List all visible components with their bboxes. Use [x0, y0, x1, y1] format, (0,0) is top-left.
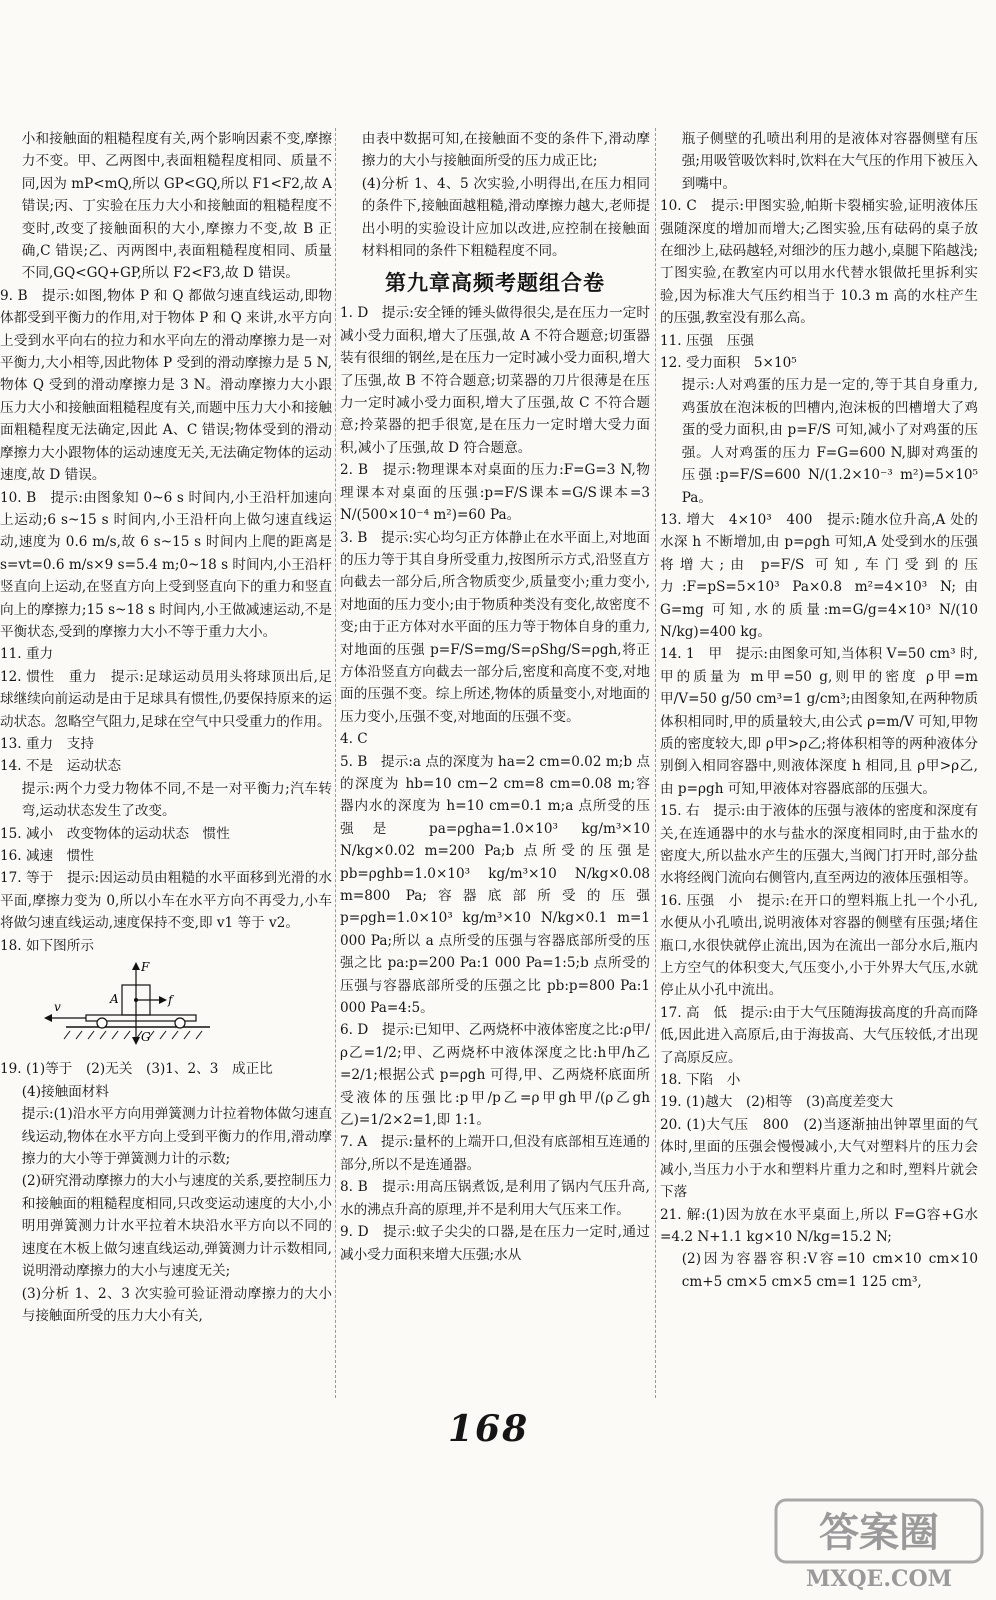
answer-paragraph: 11. 压强 压强 [660, 332, 754, 349]
answer-paragraph: 6. D 提示:已知甲、乙两烧杯中液体密度之比:ρ甲/ρ乙=1/2;甲、乙两烧杯中液体深度之比:h甲/h乙=2/1;根据公式 p=ρgh 可得,甲、乙两烧杯底面所受液体的压强比:p甲/p乙=ρ甲gh甲/(ρ乙gh乙)=1/2×2=1,即 1:1。 [340, 1022, 650, 1129]
label-A: A [110, 992, 119, 1007]
right-column [660, 128, 978, 1293]
answer-paragraph: 4. C [340, 731, 368, 748]
answer-paragraph: 提示:(1)沿水平方向用弹簧测力计拉着物体做匀速直线运动,物体在水平方向上受到平衡力的作用,滑动摩擦力的大小等于弹簧测力计的示数; [21, 1106, 332, 1168]
left-column [0, 128, 332, 1327]
answer-paragraph: 1. D 提示:安全锤的锤头做得很尖,是在压力一定时减小受力面积,增大了压强,故 A 不符合题意;切蛋器装有很细的钢丝,是在压力一定时减小受力面积,增大了压强,故 B 不符合题意;切菜器的刀片很薄是在压力一定时减小受力面积,增大了压强,故 C 不符合题意;拎菜器的把手很宽,是在压力一定时增大受力面积,减小了压强,故 D 符合题意。 [340, 305, 650, 456]
answer-paragraph: 14. 1 甲 提示:由图象可知,当体积 V=50 cm³ 时,甲的质量为 m甲=50 g,则甲的密度 ρ甲=m甲/V=50 g/50 cm³=1 g/cm³;由图象知,在两种物质体积相同时,甲的质量较大,由公式 ρ=m/V 可知,甲物质的密度较大,即 ρ甲>ρ乙;将体积相等的两种液体分别倒入相同容器中,则液体深度 h 相同,且 ρ甲>ρ乙,由 p=ρgh 可知,甲液体对容器底部的压强大。 [660, 646, 978, 797]
answer-paragraph: 7. A 提示:量杯的上端开口,但没有底部相互连通的部分,所以不是连通器。 [340, 1134, 650, 1173]
answer-paragraph: 19. (1)越大 (2)相等 (3)高度差变大 [660, 1094, 894, 1111]
answer-paragraph: 19. (1)等于 (2)无关 (3)1、2、3 成正比 [0, 1061, 273, 1078]
label-F: F [141, 960, 150, 975]
answer-paragraph: 3. B 提示:实心均匀正方体静止在水平面上,对地面的压力等于其自身所受重力,按图所示方式,沿竖直方向截去一部分后,所含物质变少,质量变小;重力变小,对地面的压力变小;由于物质种类没有变化,故密度不变;由于正方体对水平面的压力等于物体自身的重力,对地面的压强 p=F/S=mg/S=ρShg/S=ρgh,将正方体沿竖直方向截去一部分后,密度和高度不变,对地面的压强不变。综上所述,物体的质量变小,对地面的压力变小,压强不变,对地面的压强不变。 [340, 529, 650, 725]
answer-paragraph: 16. 压强 小 提示:在开口的塑料瓶上扎一个小孔,水便从小孔喷出,说明液体对容器的侧壁有压强;堵住瓶口,水很快就停止流出,因为在流出一部分水后,瓶内上方空气的体积变大,气压变小,小于外界大气压,水就停止从小孔中流出。 [660, 892, 978, 999]
answer-paragraph: 13. 重力 支持 [0, 735, 94, 752]
answer-paragraph: 18. 下陷 小 [660, 1072, 741, 1089]
answer-paragraph: (2)因为容器容积:V容=10 cm×10 cm×10 cm+5 cm×5 cm×5 cm=1 125 cm³, [681, 1251, 978, 1290]
answer-paragraph: 12. 惯性 重力 提示:足球运动员用头将球顶出后,足球继续向前运动是由于足球具有惯性,仍要保持原来的运动状态。忽略空气阻力,足球在空气中只受重力的作用。 [0, 668, 332, 730]
answer-paragraph: 17. 等于 提示:因运动员由粗糙的水平面移到光滑的水平面,摩擦力变为 0,所以小车在水平方向不再受力,小车将做匀速直线运动,速度保持不变,即 v1 等于 v2。 [0, 870, 332, 932]
answer-paragraph: 12. 受力面积 5×10⁵ [660, 355, 797, 372]
column-divider-1 [335, 128, 336, 1398]
answer-paragraph: 21. 解:(1)因为放在水平桌面上,所以 F=G容+G水=4.2 N+1.1 kg×10 N/kg=15.2 N; [660, 1206, 978, 1245]
answer-paragraph: 11. 重力 [0, 646, 54, 663]
answer-paragraph: 10. C 提示:甲图实验,帕斯卡裂桶实验,证明液体压强随深度的增加而增大;乙图实验,压有砝码的桌子放在细沙上,砝码越轻,对细沙的压力越小,桌腿下陷越浅;丁图实验,在教室内可以用水代替水银做托里拆利实验,因为标准大气压约相当于 10.3 m 高的水柱产生的压强,教室没有那么高。 [660, 198, 978, 327]
page-number: 168 [448, 1408, 530, 1450]
watermark-text: 答案圈 [819, 1509, 939, 1556]
label-G: G [141, 1030, 151, 1045]
answer-paragraph: 14. 不是 运动状态 [0, 758, 122, 775]
force-diagram-svg [40, 959, 220, 1047]
answer-paragraph: 10. B 提示:由图象知 0~6 s 时间内,小王沿杆加速向上运动;6 s~15 s 时间内,小王沿杆向上做匀速直线运动,速度为 0.6 m/s,故 6 s~15 s 时间内上爬的距离是 s=vt=0.6 m/s×9 s=5.4 m;0~18 s 时间内,小王沿杆竖直向上运动,在竖直方向上受到竖直向下的重力和竖直向上的摩擦力;15 s~18 s 时间内,小王做减速运动,不是平衡状态,受到的摩擦力大小不等于重力大小。 [0, 489, 332, 640]
answer-paragraph: 由表中数据可知,在接触面不变的条件下,滑动摩擦力的大小与接触面所受的压力成正比; [361, 131, 650, 170]
answer-paragraph: 提示:两个力受力物体不同,不是一对平衡力;汽车转弯,运动状态发生了改变。 [21, 780, 332, 820]
answer-paragraph: 18. 如下图所示 [0, 937, 94, 954]
answer-paragraph: (4)分析 1、4、5 次实验,小明得出,在压力相同的条件下,接触面越粗糙,滑动摩擦力越大,老师提出小明的实验设计应加以改进,应控制在接触面材料相同的条件下粗糙程度不同。 [361, 175, 650, 260]
answer-paragraph: 9. D 提示:蚊子尖尖的口器,是在压力一定时,通过减小受力面积来增大压强;水从 [340, 1224, 650, 1263]
answer-paragraph: 16. 减速 惯性 [0, 848, 94, 864]
answer-paragraph: (4)接触面材料 [21, 1083, 109, 1100]
answer-paragraph: 20. (1)大气压 800 (2)当逐渐抽出钟罩里面的气体时,里面的压强会慢慢减小,大气对塑料片的压力会减小,当压力小于水和塑料片重力之和时,塑料片就会下落 [660, 1116, 978, 1201]
answer-paragraph: 17. 高 低 提示:由于大气压随海拔高度的升高而降低,因此进入高原后,由于海拔高、大气压较低,才出现了高原反应。 [660, 1004, 978, 1066]
force-diagram [40, 959, 332, 1054]
label-v: v [54, 1000, 61, 1015]
answer-paragraph: 5. B 提示:a 点的深度为 ha=2 cm=0.02 m;b 点的深度为 hb=10 cm−2 cm=8 cm=0.08 m;容器内水的深度为 h=10 cm=0.1 m;a 点所受的压强是 pa=ρgha=1.0×10³ kg/m³×10 N/kg×0.02 m=200 Pa;b 点所受的压强是 pb=ρghb=1.0×10³ kg/m³×10 N/kg×0.08 m=800 Pa;容器底部所受的压强 p=ρgh=1.0×10³ kg/m³×10 N/kg×0.1 m=1 000 Pa;所以 a 点所受的压强与容器底部所受的压强之比 pa:p=200 Pa:1 000 Pa=1:5;b 点所受的压强与容器底部所受的压强之比 pb:p=800 Pa:1 000 Pa=4:5。 [340, 753, 650, 1017]
watermark-logo [774, 1494, 984, 1594]
middle-column [340, 128, 650, 1266]
answer-paragraph: 13. 增大 4×10³ 400 提示:随水位升高,A 处的水深 h 不断增加,由 p=ρgh 可知,A 处受到水的压强将增大;由 p=F/S 可知,车门受到的压力:F=pS=5×10³ Pa×0.8 m²=4×10³ N;由 G=mg 可知,水的质量:m=G/g=4×10³ N/(10 N/kg)=400 kg。 [660, 511, 978, 640]
label-f: f [168, 993, 173, 1008]
chapter-title: 第九章高频考题组合卷 [385, 271, 605, 296]
answer-paragraph: 9. B 提示:如图,物体 P 和 Q 都做匀速直线运动,即物体都受到平衡力的作用,对于物体 P 和 Q 来讲,水平方向上受到水平向右的拉力和水平向左的滑动摩擦力是一对平衡力,大小相等,因此物体 P 受到的滑动摩擦力是 5 N,物体 Q 受到的滑动摩擦力是 3 N。滑动摩擦力大小跟压力大小和接触面粗糙程度有关,而题中压力大小和接触面粗糙程度无法确定,因此 A、C 错误;物体受到的滑动摩擦力大小跟物体的运动速度无关,无法确定物体的运动速度,故 D 错误。 [0, 287, 332, 484]
watermark-url: MXQE.COM [805, 1566, 953, 1592]
answer-paragraph: 提示:人对鸡蛋的压力是一定的,等于其自身重力,鸡蛋放在泡沫板的凹槽内,泡沫板的凹槽增大了鸡蛋的受力面积,由 p=F/S 可知,减小了对鸡蛋的压强。人对鸡蛋的压力 F=G=600 N,脚对鸡蛋的压强:p=F/S=600 N/(1.2×10⁻³ m²)=5×10⁵ Pa。 [681, 377, 978, 506]
answer-paragraph: 15. 减小 改变物体的运动状态 惯性 [0, 825, 230, 842]
answer-paragraph: (3)分析 1、2、3 次实验可验证滑动摩擦力的大小与接触面所受的压力大小有关, [21, 1285, 332, 1324]
answer-paragraph: 2. B 提示:物理课本对桌面的压力:F=G=3 N,物理课本对桌面的压强:p=F/S课本=G/S课本=3 N/(500×10⁻⁴ m²)=60 Pa。 [340, 462, 650, 524]
answer-paragraph: 15. 右 提示:由于液体的压强与液体的密度和深度有关,在连通器中的水与盐水的深度相同时,由于盐水的密度大,所以盐水产生的压强大,当阀门打开时,部分盐水将经阀门流向右侧管内,直至两边的液体压强相等。 [660, 803, 978, 887]
answer-paragraph: 小和接触面的粗糙程度有关,两个影响因素不变,摩擦力不变。甲、乙两图中,表面粗糙程度相同、质量不同,因为 mP<mQ,所以 GP<GQ,所以 F1<F2,故 A 错误;丙、丁实验在压力大小和接触面的粗糙程度不变时,改变了接触面积的大小,摩擦力不变,故 B 正确,C 错误;乙、丙两图中,表面粗糙程度相同、质量不同,GQ<GQ+GP,所以 F2<F3,故 D 错误。 [21, 131, 332, 282]
column-divider-2 [655, 128, 656, 1398]
answer-paragraph: (2)研究滑动摩擦力的大小与速度的关系,要控制压力和接触面的粗糙程度相同,只改变运动速度的大小,小明用弹簧测力计水平拉着木块沿水平方向以不同的速度在木板上做匀速直线运动,弹簧测力计示数相同,说明滑动摩擦力的大小与速度无关; [21, 1173, 332, 1280]
answer-paragraph: 瓶子侧壁的孔喷出利用的是液体对容器侧壁有压强;用吸管吸饮料时,饮料在大气压的作用下被压入到嘴中。 [681, 131, 978, 192]
answer-paragraph: 8. B 提示:用高压锅煮饭,是利用了锅内气压升高,水的沸点升高的原理,并不是利用大气压来工作。 [340, 1179, 650, 1218]
